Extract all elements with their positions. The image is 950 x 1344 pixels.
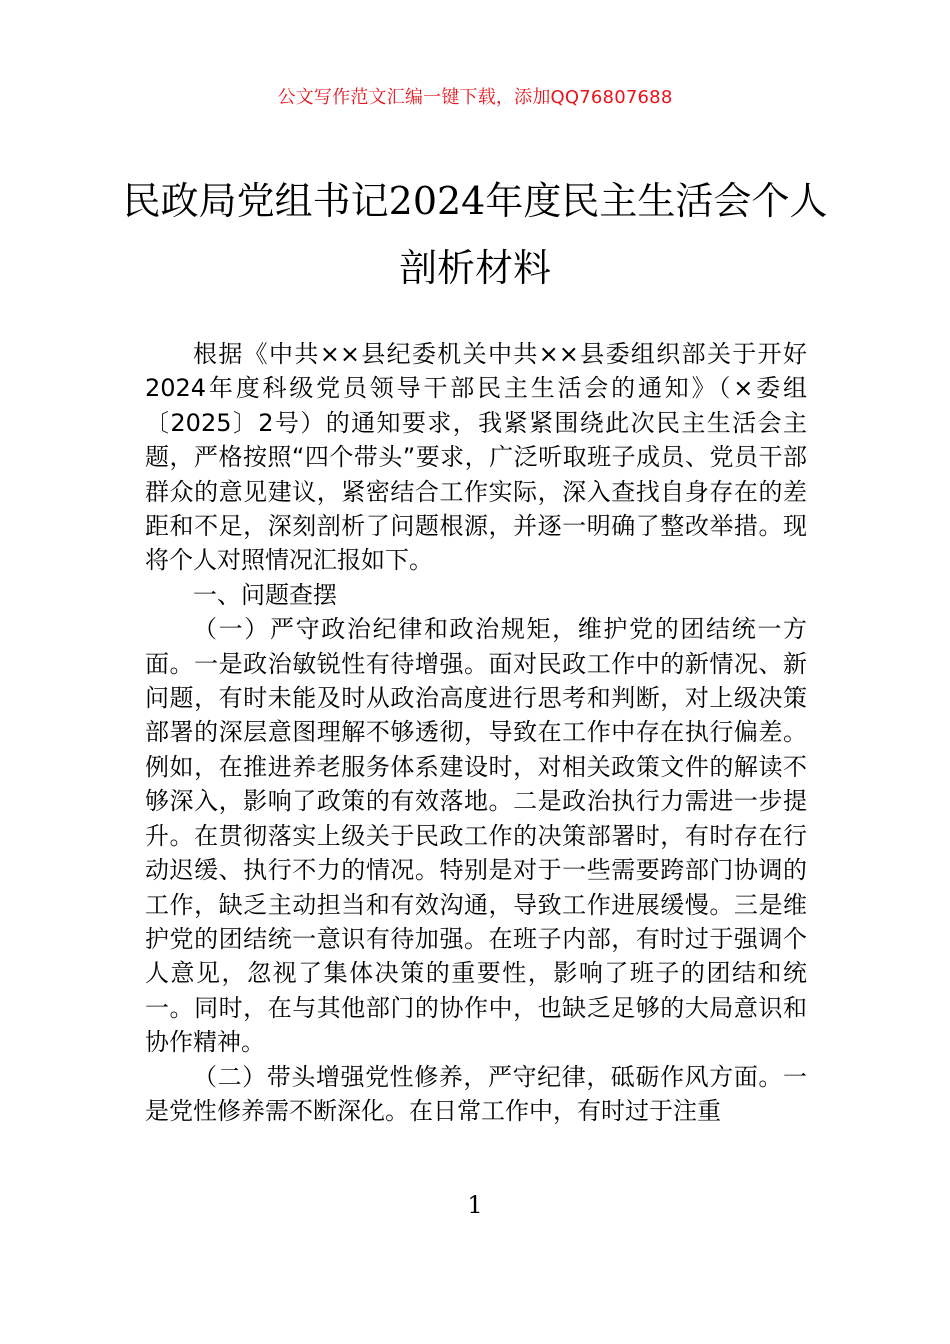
document-body bbox=[145, 337, 807, 1128]
title-line-2: 剖析材料 bbox=[398, 246, 551, 290]
section-heading: 一、问题查摆 bbox=[193, 580, 337, 609]
document-title bbox=[120, 168, 830, 302]
paragraph-intro: 根据《中共××县纪委机关中共××县委组织部关于开好2024年度科级党员领导干部民主生活会的通知》（×委组〔2025〕2号）的通知要求，我紧紧围绕此次民主生活会主题，严格按照“四个带头”要求，广泛听取班子成员、党员干部群众的意见建议，紧密结合工作实际，深入查找自身存在的差距和不足，深刻剖析了问题根源，并逐一明确了整改举措。现将个人对照情况汇报如下。 bbox=[145, 340, 807, 575]
page-number: 1 bbox=[467, 1191, 483, 1219]
title-line-1: 民政局党组书记2024年度民主生活会个人 bbox=[122, 179, 828, 223]
download-notice: 公文写作范文汇编一键下载，添加QQ76807688 bbox=[277, 87, 673, 108]
paragraph-section-1: （一）严守政治纪律和政治规矩，维护党的团结统一方面。一是政治敏锐性有待增强。面对民政工作中的新情况、新问题，有时未能及时从政治高度进行思考和判断，对上级决策部署的深层意图理解不够透彻，导致在工作中存在执行偏差。例如，在推进养老服务体系建设时，对相关政策文件的解读不够深入，影响了政策的有效落地。二是政治执行力需进一步提升。在贯彻落实上级关于民政工作的决策部署时，有时存在行动迟缓、执行不力的情况。特别是对于一些需要跨部门协调的工作，缺乏主动担当和有效沟通，导致工作进展缓慢。三是维护党的团结统一意识有待加强。在班子内部，有时过于强调个人意见，忽视了集体决策的重要性，影响了班子的团结和统一。同时，在与其他部门的协作中，也缺乏足够的大局意识和协作精神。 bbox=[145, 615, 807, 1057]
paragraph-section-2: （二）带头增强党性修养，严守纪律，砥砺作风方面。一是党性修养需不断深化。在日常工作中，有时过于注重 bbox=[145, 1062, 807, 1125]
